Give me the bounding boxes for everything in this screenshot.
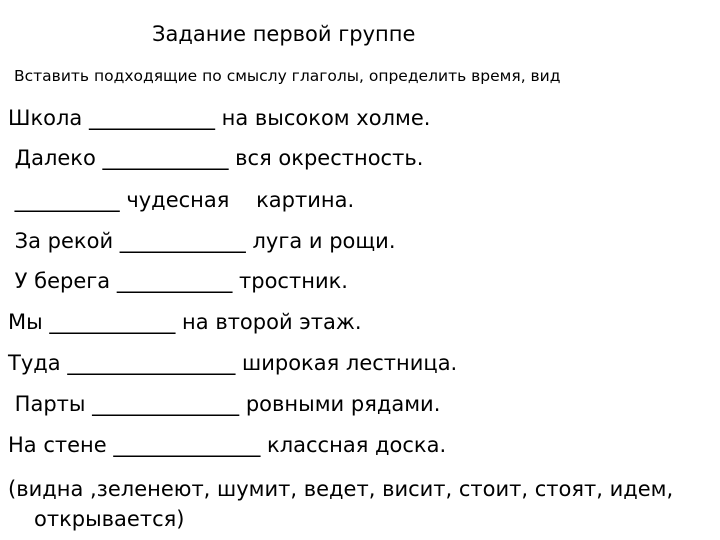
sentence-line: У берега ___________ тростник. bbox=[8, 269, 348, 293]
sentence-line: Школа ____________ на высоком холме. bbox=[8, 106, 431, 130]
task-instruction: Вставить подходящие по смыслу глаголы, определить время, вид bbox=[14, 67, 561, 85]
sentence-line: Туда ________________ широкая лестница. bbox=[8, 351, 458, 375]
sentence-line: Мы ____________ на второй этаж. bbox=[8, 310, 362, 334]
task-title: Задание первой группе bbox=[152, 22, 416, 46]
sentence-line: Парты ______________ ровными рядами. bbox=[8, 392, 441, 416]
sentence-line: На стене ______________ классная доска. bbox=[8, 433, 447, 457]
sentence-line: __________ чудесная картина. bbox=[8, 188, 355, 212]
sentence-line: Далеко ____________ вся окрестность. bbox=[8, 146, 424, 170]
word-bank: (видна ,зеленеют, шумит, ведет, висит, стоит, стоят, идем, открывается) bbox=[8, 477, 674, 531]
sentence-line: За рекой ____________ луга и рощи. bbox=[8, 229, 396, 253]
